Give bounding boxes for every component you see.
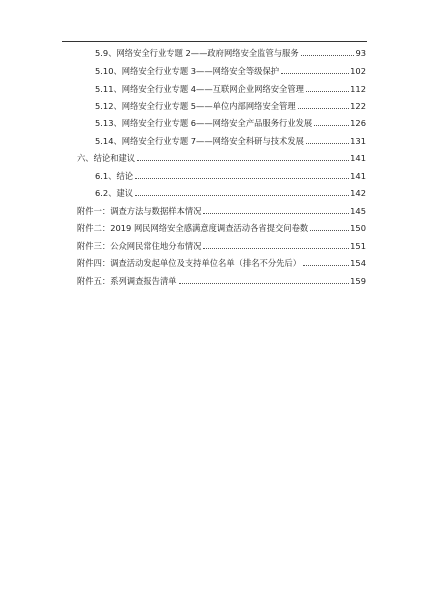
toc-entry[interactable] xyxy=(95,134,366,146)
header-rule xyxy=(62,41,367,42)
toc-entry-label: 附件五：系列调查报告清单 xyxy=(77,276,177,286)
leader-dots xyxy=(135,195,349,196)
toc-entry-label: 六、结论和建议 xyxy=(77,153,136,163)
toc-entry-page: 141 xyxy=(350,153,366,163)
toc-entry-page: 151 xyxy=(350,241,366,251)
toc-entry-label: 附件四：调查活动发起单位及支持单位名单（排名不分先后） xyxy=(77,258,302,268)
toc-entry-label: 5.10、网络安全行业专题 3——网络安全等级保护 xyxy=(95,66,280,76)
toc-entry-label: 5.14、网络安全行业专题 7——网络安全科研与技术发展 xyxy=(95,136,304,146)
toc-entry-page: 141 xyxy=(350,171,366,181)
toc-entry-label: 5.9、网络安全行业专题 2——政府网络安全监管与服务 xyxy=(95,48,299,58)
toc-entry-page: 145 xyxy=(350,206,366,216)
toc-entry[interactable] xyxy=(95,169,366,181)
leader-dots xyxy=(306,143,349,144)
toc-entry-page: 126 xyxy=(350,118,366,128)
toc-entry-label: 附件一：调查方法与数据样本情况 xyxy=(77,206,202,216)
toc-entry-page: 131 xyxy=(350,136,366,146)
leader-dots xyxy=(301,55,355,56)
toc-appendix[interactable] xyxy=(77,221,366,233)
leader-dots xyxy=(281,73,349,74)
toc-entry-page: 150 xyxy=(350,223,366,233)
toc-entry-page: 93 xyxy=(355,48,366,58)
toc-entry-label: 5.11、网络安全行业专题 4——互联网企业网络安全管理 xyxy=(95,84,304,94)
toc-entry[interactable] xyxy=(95,186,366,198)
toc-entry-page: 159 xyxy=(350,276,366,286)
toc-entry[interactable] xyxy=(95,99,366,111)
toc-appendix[interactable] xyxy=(77,204,366,216)
leader-dots xyxy=(137,160,349,161)
toc-entry-label: 附件二：2019 网民网络安全感满意度调查活动各省提交问卷数 xyxy=(77,223,309,233)
toc-appendix[interactable] xyxy=(77,256,366,268)
toc-entry-page: 112 xyxy=(350,84,366,94)
toc-entry-page: 122 xyxy=(350,101,366,111)
leader-dots xyxy=(306,91,349,92)
toc-entry[interactable] xyxy=(95,82,366,94)
toc-entry-label: 5.13、网络安全行业专题 6——网络安全产品服务行业发展 xyxy=(95,118,313,128)
toc-entry-label: 6.1、结论 xyxy=(95,171,134,181)
toc-entry-page: 102 xyxy=(350,66,366,76)
toc-chapter[interactable] xyxy=(77,151,366,163)
toc-appendix[interactable] xyxy=(77,274,366,286)
toc-entry-label: 6.2、建议 xyxy=(95,188,134,198)
toc-entry[interactable] xyxy=(95,64,366,76)
toc-entry[interactable] xyxy=(95,46,366,58)
leader-dots xyxy=(179,283,350,284)
toc-entry-page: 142 xyxy=(350,188,366,198)
toc-entry-page: 154 xyxy=(350,258,366,268)
leader-dots xyxy=(303,265,349,266)
leader-dots xyxy=(310,230,349,231)
leader-dots xyxy=(203,248,349,249)
leader-dots xyxy=(298,108,350,109)
toc-entry[interactable] xyxy=(95,116,366,128)
toc-appendix[interactable] xyxy=(77,239,366,251)
toc-entry-label: 5.12、网络安全行业专题 5——单位内部网络安全管理 xyxy=(95,101,296,111)
toc-entry-label: 附件三：公众网民常住地分布情况 xyxy=(77,241,202,251)
leader-dots xyxy=(203,213,349,214)
leader-dots xyxy=(314,125,349,126)
leader-dots xyxy=(135,178,349,179)
